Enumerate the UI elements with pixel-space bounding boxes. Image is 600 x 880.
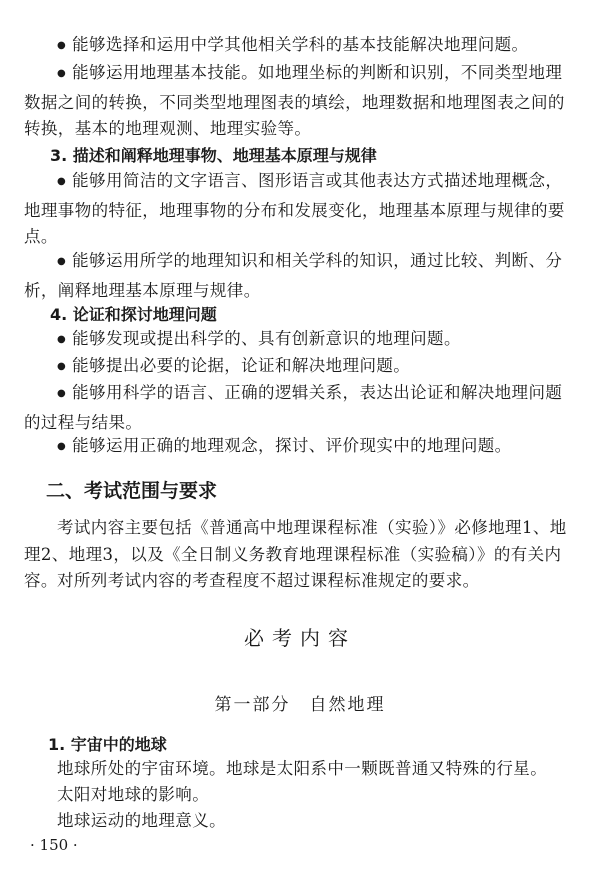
bullet-provide-evidence: ● 能够提出必要的论据，论证和解决地理问题。 <box>24 353 574 383</box>
bullet-express-process: ● 能够用科学的语言、正确的逻辑关系，表达出论证和解决地理问题的过程与结果。 <box>24 380 574 436</box>
paragraph-cosmic-environment: 地球所处的宇宙环境。地球是太阳系中一颗既普通又特殊的行星。 <box>57 759 548 778</box>
subheading-earth-in-universe: 1. 宇宙中的地球 <box>48 735 167 754</box>
part-title-physical-geography: 第一部分 自然地理 <box>214 695 386 715</box>
section-heading-scope: 二、考试范围与要求 <box>46 480 218 502</box>
bullet-geography-skills: ● 能够运用地理基本技能。如地理坐标的判断和识别，不同类型地理数据之间的转换，不同类型地理图表的填绘，地理数据和地理图表之间的转换，基本的地理观测、地理实验等。 <box>24 60 574 143</box>
subheading-describe-explain: 3. 描述和阐释地理事物、地理基本原理与规律 <box>50 146 377 165</box>
paragraph-exam-level: 对所列考试内容的考查程度不超过课程标准规定的要求。 <box>57 571 480 590</box>
paragraph-sun-influence: 太阳对地球的影响。 <box>57 785 210 804</box>
bullet-evaluate-reality: ● 能够运用正确的地理观念，探讨、评价现实中的地理问题。 <box>24 433 574 463</box>
bullet-skill-other-subjects: ● 能够选择和运用中学其他相关学科的基本技能解决地理问题。 <box>24 32 574 62</box>
title-required-content: 必考内容 <box>244 626 356 650</box>
bullet-discover-problems: ● 能够发现或提出科学的、具有创新意识的地理问题。 <box>24 326 574 356</box>
page-number: · 150 · <box>30 836 78 854</box>
bullet-describe-concepts: ● 能够用简洁的文字语言、图形语言或其他表达方式描述地理概念，地理事物的特征，地理事物的分布和发展变化，地理基本原理与规律的要点。 <box>24 168 574 251</box>
bullet-explain-principles: ● 能够运用所学的地理知识和相关学科的知识，通过比较、判断、分析，阐释地理基本原理与规律。 <box>24 248 574 304</box>
paragraph-exam-content: 考试内容主要包括《普通高中地理课程标准（实验）》必修地理1、地理2、地理3，以及《全日制义务教育地理课程标准（实验稿）》的有关内容。 <box>24 518 567 590</box>
subheading-argue-explore: 4. 论证和探讨地理问题 <box>50 305 217 324</box>
paragraph-earth-motion: 地球运动的地理意义。 <box>57 811 226 830</box>
